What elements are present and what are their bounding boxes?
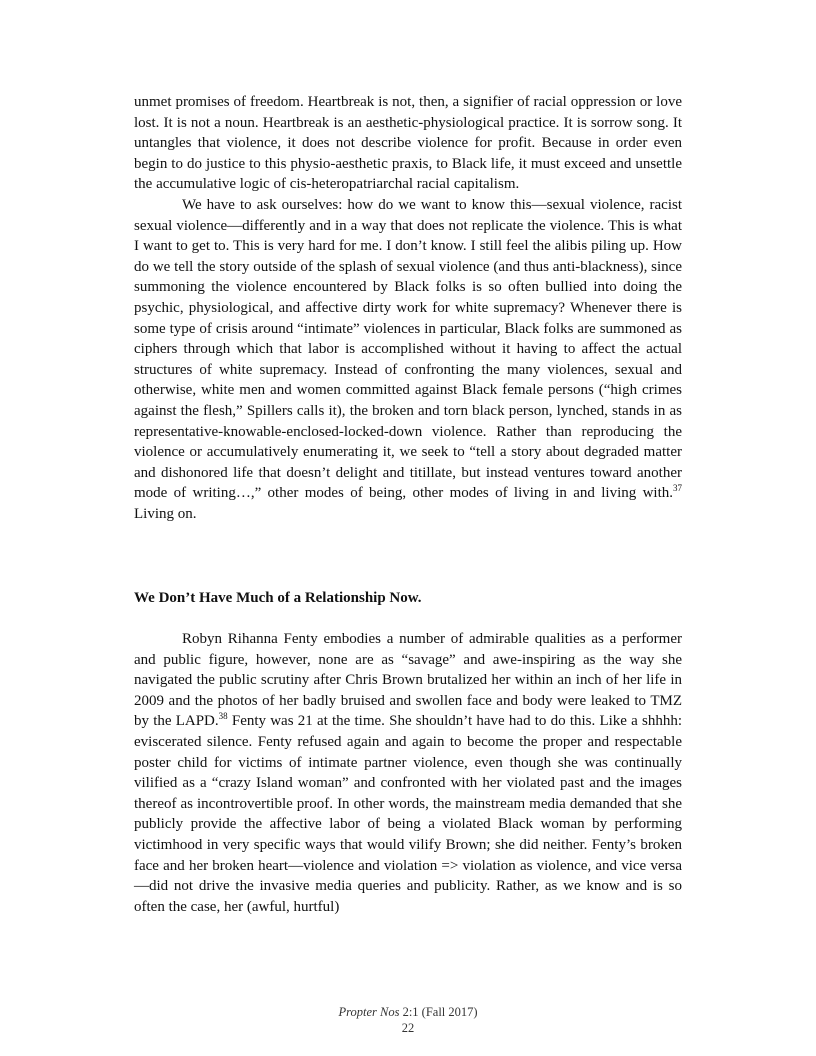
page-footer	[0, 1004, 816, 1036]
paragraph-text: Fenty was 21 at the time. She shouldn’t have had to do this. Like a shhhh: eviscerated silence. Fenty refused again and again to become the proper and respectable poster child for victims of intimate partner violence, even though she was continually vilified as a “crazy Island woman” and confronted with her violated past and the images thereof as incontrovertible proof. In other words, the mainstream media demanded that she publicly provide the affective labor of being a violated Black woman by performing victimhood in very specific ways that would vilify Brown; she did neither. Fenty’s broken face and her broken heart—violence and violation => violation as violence, and vice versa—did not drive the invasive media queries and publicity. Rather, as we know and is so often the case, her (awful, hurtful)	[134, 713, 683, 915]
page-number: 22	[401, 1021, 415, 1035]
footnote-reference[interactable]: 37	[673, 483, 682, 494]
heading-spacer	[134, 609, 682, 629]
body-paragraph	[134, 195, 682, 525]
paragraph-text: We have to ask ourselves: how do we want to know this—sexual violence, racist sexual violence—differently and in a way that does not replicate the violence. This is what I want to get to. This is very hard for me. I don’t know. I still feel the alibis piling up. How do we tell the story outside of the splash of sexual violence (and thus anti-blackness), since summoning the violence encountered by Black folks is so often bullied into doing the psychic, physiological, and affective dirty work for white supremacy? Whenever there is some type of crisis around “intimate” violences in particular, Black folks are summoned as ciphers through which that labor is accomplished without it having to affect the actual structures of white supremacy. Instead of confronting the many violences, sexual and otherwise, white men and women committed against Black female persons (“high crimes against the flesh,” Spillers calls it), the broken and torn black person, lynched, stands in as representative-knowable-enclosed-locked-down violence. Rather than reproducing the violence or accumulatively enumerating it, we seek to “tell a story about degraded matter and dishonored life that doesn’t delight and titillate, but instead ventures toward another mode of writing…,” other modes of being, other modes of living in and living with.	[134, 196, 682, 502]
body-paragraph	[134, 629, 682, 917]
section-spacer	[134, 524, 682, 588]
paragraph-text: Robyn Rihanna Fenty embodies a number of admirable qualities as a performer and public figure, however, none are as “savage” and awe-inspiring as the way she navigated the public scrutiny after Chris Brown brutalized her within an inch of her life in 2009 and the photos of her badly bruised and swollen face and body were leaked to TMZ by the LAPD.	[134, 631, 682, 730]
paragraph-text: Living on.	[134, 505, 197, 522]
section-heading: We Don’t Have Much of a Relationship Now.	[134, 590, 422, 607]
body-paragraph: unmet promises of freedom. Heartbreak is not, then, a signifier of racial oppression or love lost. It is not a noun. Heartbreak is an aesthetic-physiological practice. It is sorrow song. It untangles that violence, it does not describe violence for profit. Because in order even begin to do justice to this physio-aesthetic praxis, to Black life, it must exceed and unsettle the accumulative logic of cis-heteropatriarchal racial capitalism.	[134, 94, 682, 193]
footnote-reference[interactable]: 38	[218, 711, 228, 722]
journal-citation	[0, 1004, 816, 1020]
page-content	[134, 92, 682, 917]
journal-issue: 2:1 (Fall 2017)	[399, 1005, 478, 1019]
journal-title: Propter Nos	[338, 1005, 400, 1019]
